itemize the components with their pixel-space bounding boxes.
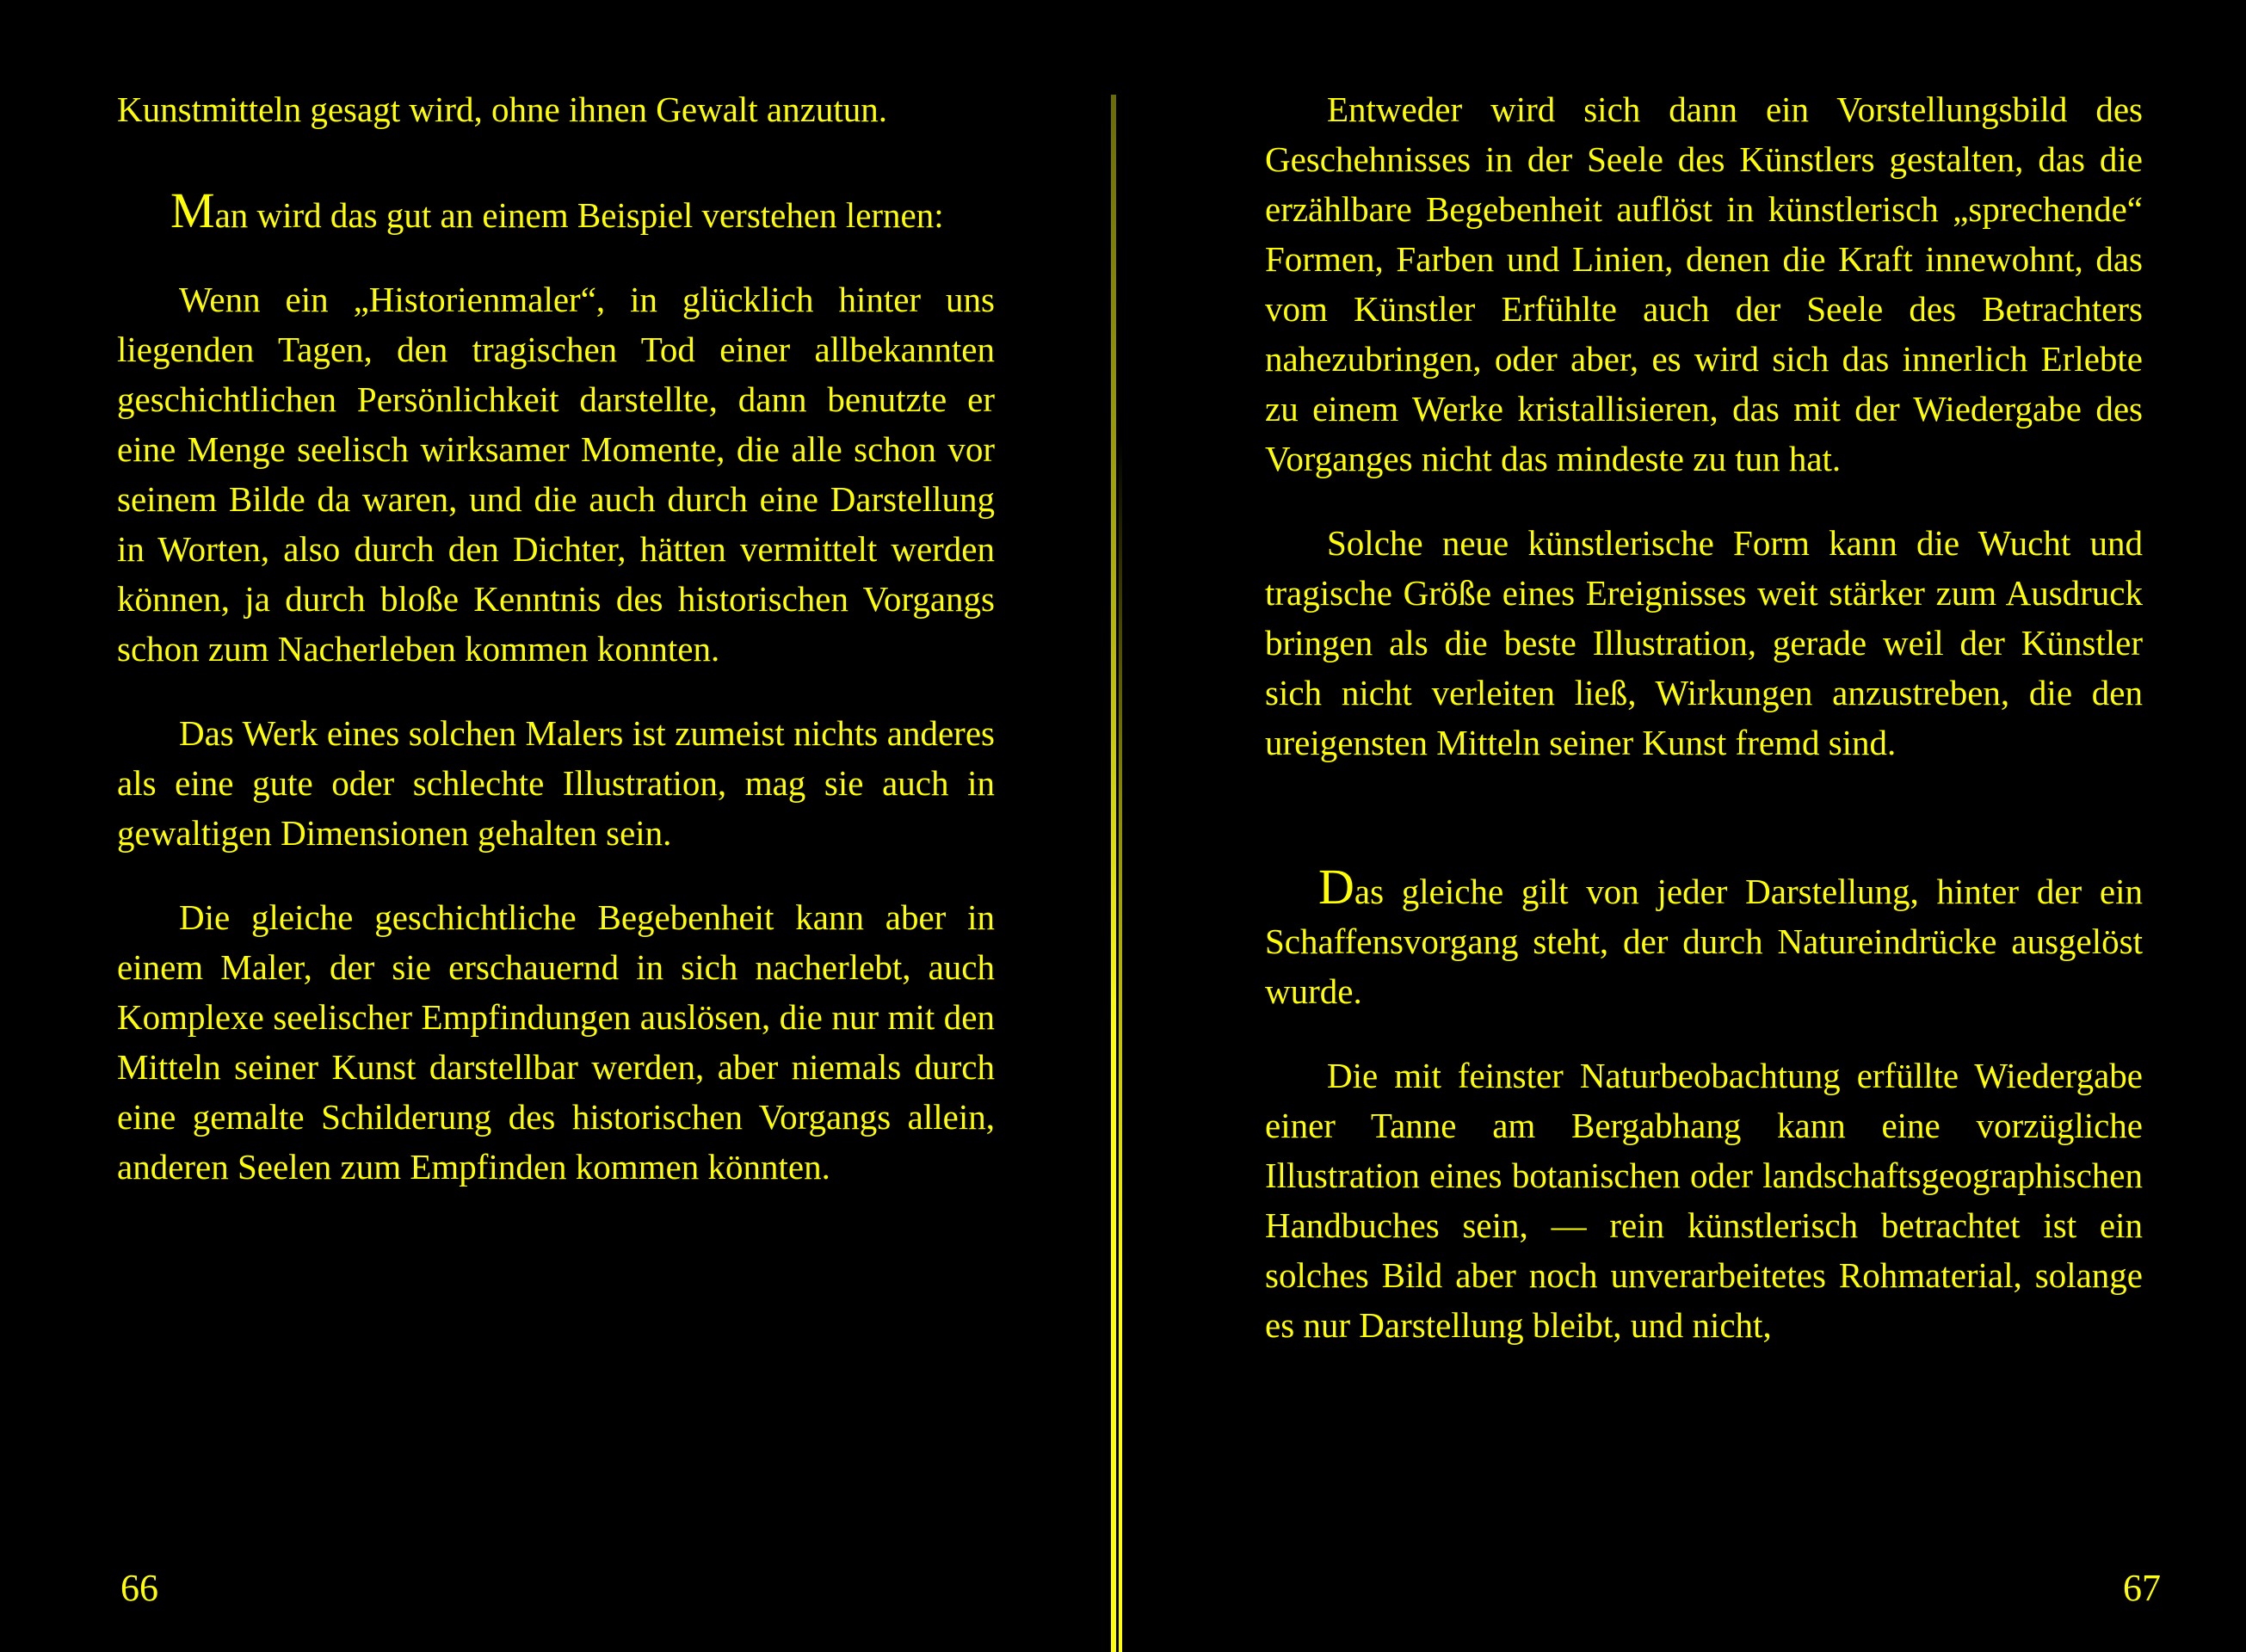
gutter-line <box>1119 439 1122 1652</box>
paragraph: Solche neue künstlerische Form kann die Wucht und tragische Größe eines Ereignisses weit stärker zum Ausdruck bringen als die beste Illustration, gerade weil der Künstler sich nicht verleiten ließ, Wirkungen anzustreben, die den ureigensten Mitteln seiner Kunst fremd sind. <box>1265 523 2143 762</box>
right-page <box>1127 0 2246 1652</box>
paragraph: Wenn ein „Historienmaler“, in glücklich hinter uns liegenden Tagen, den tragischen Tod einer allbekannten geschichtlichen Persönlichkeit darstellte, dann benutzte er eine Menge seelisch wirksamer Momente, die alle schon vor seinem Bilde da waren, und die auch durch eine Darstellung in Worten, also durch den Dichter, hätten vermittelt werden können, ja durch bloße Kenntnis des historischen Vorgangs schon zum Nacherleben kommen konnten. <box>117 280 995 669</box>
page-number: 66 <box>120 1567 158 1609</box>
left-page <box>0 0 1119 1652</box>
paragraph <box>1265 859 2143 1016</box>
paragraph: Die gleiche geschichtliche Begebenheit kann aber in einem Maler, der sie erschauernd in sich nacherlebt, auch Komplexe seelischer Empfindungen auslösen, die nur mit den Mitteln seiner Kunst darstellbar werden, aber niemals durch eine gemalte Schilderung des historischen Vorgangs allein, anderen Seelen zum Empfinden kommen könnten. <box>117 897 995 1187</box>
initial-letter: M <box>170 182 215 238</box>
paragraph-text: an wird das gut an einem Beispiel verstehen lernen: <box>214 195 944 235</box>
paragraph: Die mit feinster Naturbeobachtung erfüllte Wiedergabe einer Tanne am Bergabhang kann eine vorzügliche Illustration eines botanischen oder landschaftsgeographischen Handbuches sein, — rein künstlerisch betrachtet ist ein solches Bild aber noch unverarbeitetes Rohmaterial, solange es nur Darstellung bleibt, und nicht, <box>1265 1056 2143 1345</box>
paragraph: Das Werk eines solchen Malers ist zumeist nichts anderes als eine gute oder schlechte Illustration, mag sie auch in gewaltigen Dimensionen gehalten sein. <box>117 713 995 853</box>
book-gutter <box>1111 95 1125 1652</box>
gutter-line <box>1111 95 1116 1652</box>
paragraph <box>117 182 995 240</box>
initial-letter: D <box>1318 859 1354 915</box>
page-number: 67 <box>2123 1567 2161 1609</box>
paragraph-text: as gleiche gilt von jeder Darstellung, hinter der ein Schaffensvorgang steht, der durch Natureindrücke ausgelöst wurde. <box>1265 872 2143 1011</box>
paragraph: Entweder wird sich dann ein Vorstellungsbild des Geschehnisses in der Seele des Künstlers gestalten, das die erzählbare Begebenheit auflöst in künstlerisch „sprechende“ Formen, Farben und Linien, denen die Kraft innewohnt, das vom Künstler Erfühlte auch der Seele des Betrachters nahezubringen, oder aber, es wird sich das innerlich Erlebte zu einem Werke kristallisieren, das mit der Wiedergabe des Vorganges nicht das mindeste zu tun hat. <box>1265 89 2143 478</box>
paragraph: Kunstmitteln gesagt wird, ohne ihnen Gewalt anzutun. <box>117 89 887 129</box>
left-page-text <box>117 84 995 1226</box>
right-page-text <box>1265 84 2143 1384</box>
